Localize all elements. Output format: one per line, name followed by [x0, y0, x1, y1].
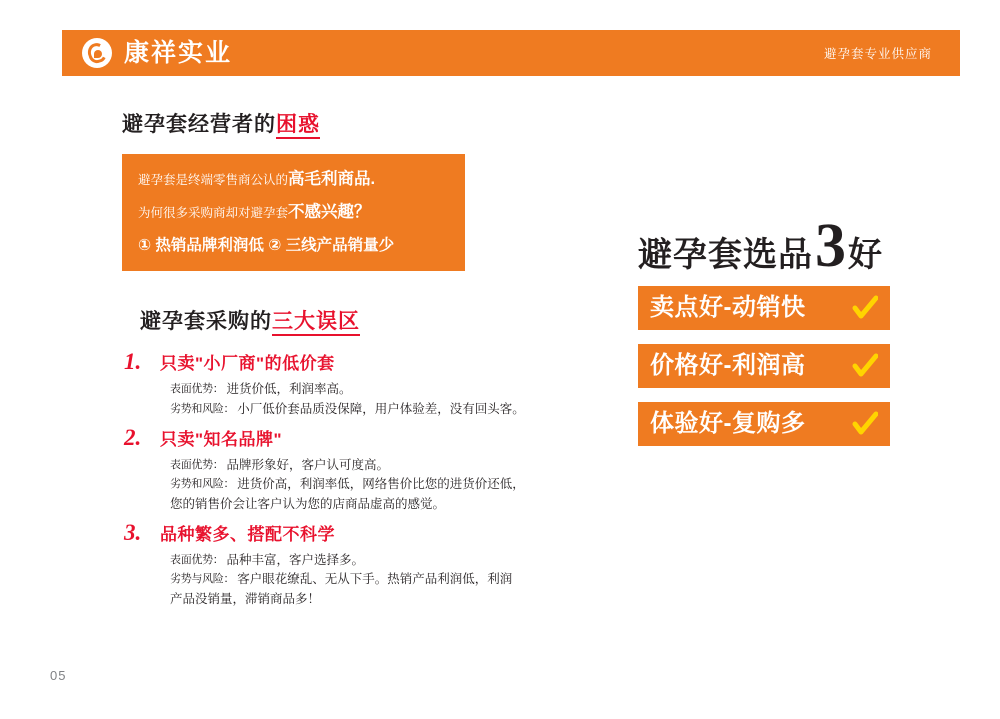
page-header: [62, 30, 960, 76]
right-headline-post: 好: [848, 236, 883, 274]
left-content-column: [122, 108, 592, 615]
list-item-body: [122, 380, 592, 419]
page-number: 05: [50, 668, 67, 683]
benefit-pill-experience: [638, 402, 890, 446]
detail-label: 劣势和风险：: [170, 478, 235, 491]
check-icon: [852, 353, 878, 379]
callout-line-2: [138, 203, 451, 222]
list-item-detail: [170, 551, 592, 570]
list-item-title: 只卖"小厂商"的低价套: [160, 354, 335, 374]
callout-line-1-small: 避孕套是终端零售商公认的: [138, 173, 289, 187]
callout-line-1-big: 高毛利商品.: [288, 170, 376, 188]
list-item-body: [122, 551, 592, 609]
swirl-logo-icon: [82, 38, 112, 68]
callout-line-1: [138, 170, 451, 189]
section-title-confusion-plain: 避孕套经营者的: [122, 113, 276, 136]
list-item-title: 品种繁多、搭配不科学: [160, 525, 335, 545]
detail-text: 客户眼花缭乱、无从下手。热销产品利润低，利润: [237, 572, 513, 587]
section-title-confusion: [122, 108, 592, 138]
callout-line-3-text: ① 热销品牌利润低 ② 三线产品销量少: [138, 236, 395, 254]
right-headline: [638, 212, 938, 280]
list-item: [122, 520, 592, 609]
detail-label: 劣势和风险：: [170, 402, 235, 415]
detail-text: 进货价高，利润率低，网络售价比您的进货价还低，: [237, 477, 525, 492]
list-item-number: 1.: [124, 349, 142, 375]
list-item-detail: [170, 570, 592, 589]
list-item: [122, 425, 592, 514]
detail-label: 表面优势：: [170, 554, 224, 567]
list-item-heading: [122, 349, 592, 375]
detail-continuation: 您的销售价会让客户认为您的店商品虚高的感觉。: [170, 496, 446, 511]
right-content-column: [638, 212, 938, 446]
check-icon: [852, 411, 878, 437]
detail-label: 表面优势：: [170, 383, 224, 396]
right-headline-number: 3: [815, 212, 847, 280]
benefit-pill-price: [638, 344, 890, 388]
detail-text: 品种丰富，客户选择多。: [226, 553, 365, 568]
callout-line-3: [138, 237, 451, 255]
callout-line-2-big: 不感兴趣？: [288, 203, 371, 222]
list-item-detail: [170, 456, 592, 475]
list-item-heading: [122, 520, 592, 546]
header-tagline: 避孕套专业供应商: [823, 47, 932, 61]
section-title-misconceptions-plain: 避孕套采购的: [140, 310, 272, 334]
list-item: [122, 349, 592, 419]
section-title-misconceptions-highlight: 三大误区: [272, 310, 360, 336]
callout-line-2-small: 为何很多采购商却对避孕套: [138, 206, 289, 221]
detail-text: 小厂低价套品质没保障，用户体验差，没有回头客。: [237, 401, 525, 416]
check-icon: [852, 295, 878, 321]
benefit-pill-label: 价格好-利润高: [650, 352, 806, 379]
list-item-number: 3.: [124, 520, 142, 546]
detail-label: 表面优势：: [170, 458, 224, 471]
detail-text: 进货价低，利润率高。: [226, 382, 352, 397]
list-item-body: [122, 456, 592, 514]
list-item-detail: [170, 400, 592, 419]
section-title-confusion-highlight: 困惑: [276, 113, 320, 139]
detail-label: 劣势与风险：: [170, 573, 235, 586]
benefit-pill-label: 体验好-复购多: [650, 410, 806, 437]
benefit-pill-selling-point: [638, 286, 890, 330]
section-title-misconceptions: [140, 305, 592, 335]
right-headline-pre: 避孕套选品: [638, 236, 813, 274]
detail-continuation: 产品没销量，滞销商品多！: [170, 591, 321, 606]
list-item-heading: [122, 425, 592, 451]
brand-name: 康祥实业: [124, 38, 233, 67]
detail-text: 品牌形象好，客户认可度高。: [226, 457, 390, 472]
list-item-detail: [170, 380, 592, 399]
list-item-detail: [170, 475, 592, 494]
list-item-number: 2.: [124, 424, 142, 450]
benefit-pill-label: 卖点好-动销快: [650, 294, 806, 321]
orange-callout-box: [122, 154, 465, 271]
list-item-title: 只卖"知名品牌": [160, 429, 283, 449]
